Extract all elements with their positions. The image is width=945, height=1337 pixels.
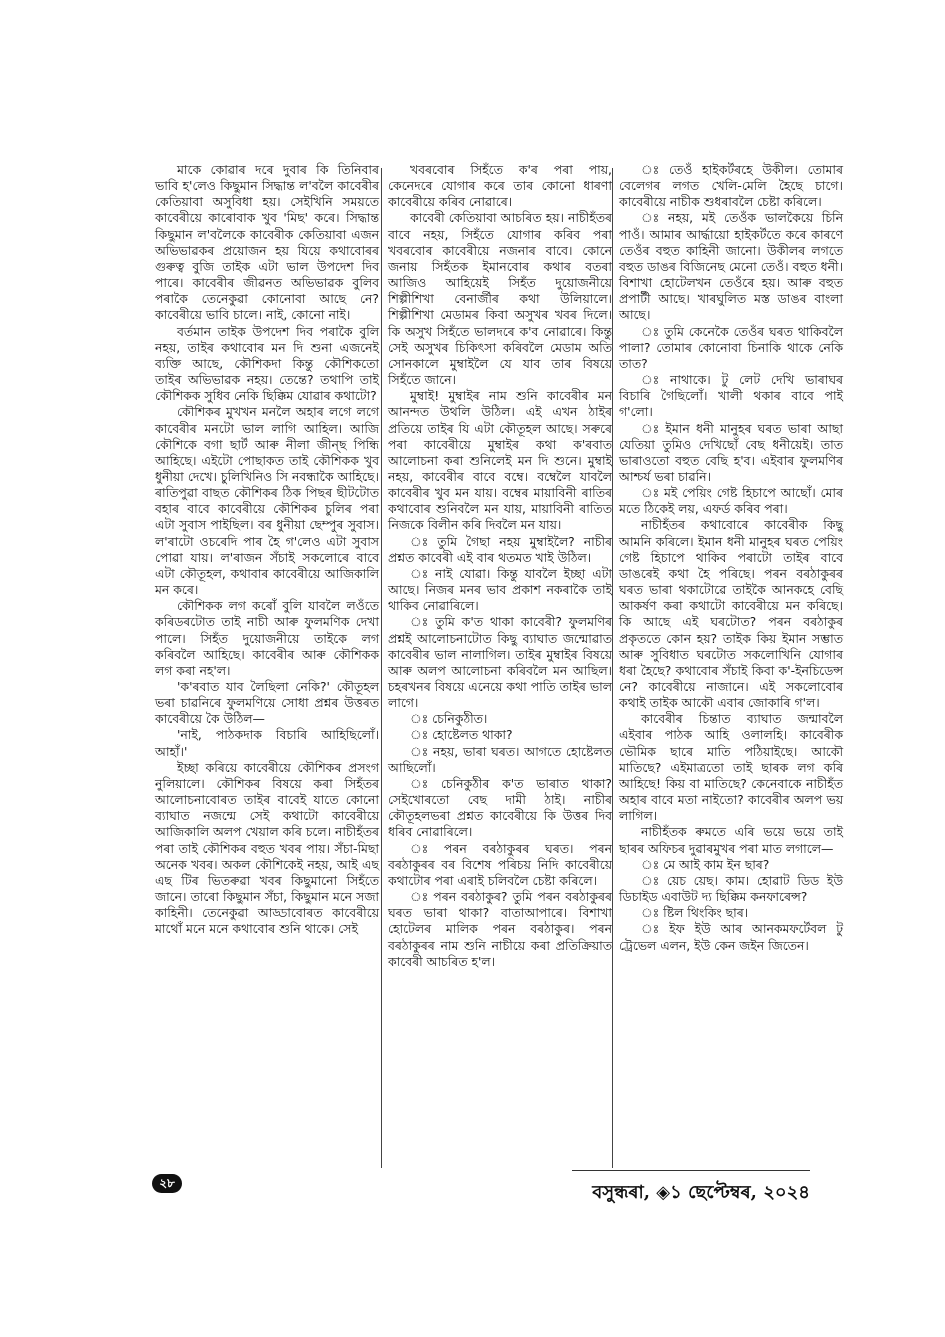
paragraph: ঃ নহয়, মই তেওঁক ভালকৈয়ে চিনি পাওঁ। আমাৰ আৰ্দ্ধায়ো হাইকৰ্টতে কৰে কাৰণে তেওঁৰ বহুত কাহিনী জানো। উকীলৰ লগতে বহুত ডাঙৰ বিজিনেছ মেনো তেওঁ। বহুত ধনী। বিশাখা হোটেলখন তেওঁৰে হয়। আৰু বহুত প্ৰপাৰ্টী আছে। খাৰঘুলিত মস্ত ডাঙৰ বাংলা আছে। xyxy=(619,210,843,323)
column-divider xyxy=(381,168,382,1168)
paragraph: ঃ চেনিকুঠীৰ ক'ত ভাৰাত থাকা? সেইখোৰতো বেছ দামী ঠাই। নাচীৰ কৌতূহলভৰা প্ৰশ্নত কাবেৰীয়ে কি উত্তৰ দিব ধৰিব নোৱাৰিলে। xyxy=(388,775,612,840)
paragraph: নাচীহঁতৰ কথাবোৰে কাবেৰীক কিছু আমনি কৰিলে। ইমান ধনী মানুহৰ ঘৰত পেয়িং গেষ্ট হিচাপে থাকিব পৰাটো তাইৰ বাবে ডাঙৰেই কথা হৈ পৰিছে। পৰন বৰঠাকুৰৰ ঘৰত ভাৰা থকাটোৱে তাইকৈ আনকহে বেছি আকৰ্ষণ কৰা কথাটো কাবেৰীয়ে মন কৰিছে। কি আছে এই ঘৰটোত? পৰন বৰঠাকুৰ প্ৰকৃততে কোন হয়? তাইক কিয় ইমান সম্ভাত আৰু সুবিধাত ঘৰটোত সকলোখিনি যোগাৰ ধৰা হৈছে? কথাবোৰ সঁচাই কিবা ক'-ইনচিডেন্স নে? কাবেৰীয়ে নাজানে। এই সকলোবোৰ কথাই তাইক আকৌ এবাৰ জোকাৰি গ'ল। xyxy=(619,517,843,711)
paragraph: কাবেৰীৰ চিন্তাত ব্যাঘাত জন্মাবলৈ এইবাৰ পাঠক আহি ওলালহি। কাবেৰীক ভৌমিক ছাৰে মাতি পঠিয়াইছে। আকৌ মাতিছে? এইমাত্ৰতো তাই ছাৰক লগ কৰি আহিছে! কিয় বা মাতিছে? কেনেবাকে নাচীহঁত অহাৰ বাবে মতা নাইতো? কাবেৰীৰ অলপ ভয় লাগিল। xyxy=(619,711,843,824)
paragraph: নাচীহঁতক ৰুমতে এৰি ভয়ে ভয়ে তাই ছাৰৰ অফিচৰ দুৱাৰমুখৰ পৰা মাত লগালে— xyxy=(619,824,843,856)
paragraph: কৌশিকৰ মুখখন মনলৈ অহাৰ লগে লগে কাবেৰীৰ মনটো ভাল লাগি আহিল। আজি কৌশিকে বগা ছাৰ্ট আৰু নীলা জীন্‌ছ পিন্ধি আহিছে। এইটো পোছাকত তাই কৌশিকক খুব ধুনীয়া দেখে। চুলিখিনিও সি নবন্ধাকৈ আহিছে। ৰাতিপুৱা বাছত কৌশিকৰ ঠিক পিছৰ ছীটটোত বহাৰ বাবে কাবেৰীয়ে কৌশিকৰ চুলিৰ পৰা এটা সুবাস পাইছিল। বৰ ধুনীয়া ছেম্পুৰ সুবাস। ল'ৰাটো ওচৰেদি পাৰ হৈ গ'লেও এটা সুবাস পোৱা যায়। ল'ৰাজন সঁচাই সকলোৰে বাবে এটা কৌতূহল, কথাবাৰ কাবেৰীয়ে আজিকালি মন কৰে। xyxy=(155,404,379,598)
paragraph: ঃ নাই যোৱা। কিন্তু যাবলৈ ইচ্ছা এটা আছে। নিজৰ মনৰ ভাব প্ৰকাশ নকৰাকৈ তাই থাকিব নোৱাৰিলে। xyxy=(388,565,612,614)
text-column-2 xyxy=(388,162,612,970)
text-column-1 xyxy=(155,162,379,938)
footer-rule xyxy=(572,1170,810,1171)
paragraph: ঃ ইমান ধনী মানুহৰ ঘৰত ভাৰা আছা যেতিয়া তুমিও দেখিছোঁ বেছ ধনীয়েই। তাত ভাৰাওতো বহুত বেছি হ'ব। এইবাৰ ফুলমণিৰ আশ্চৰ্য ভৰা চাৱনি। xyxy=(619,420,843,484)
paragraph: 'নাই, পাঠকদাক বিচাৰি আহিছিলোঁ। আহাঁ।' xyxy=(155,727,379,759)
paragraph: 'ক'ৰবাত যাব লৈছিলা নেকি?' কৌতূহল ভৰা চাৱনিৰে ফুলমণিয়ে সোধা প্ৰশ্নৰ উত্তৰত কাবেৰীয়ে কৈ উঠিল— xyxy=(155,679,379,727)
footer-masthead: বসুন্ধৰা, ◈১ ছেপ্টেম্বৰ, ২০২৪ xyxy=(592,1182,810,1203)
paragraph: মুম্বাই! মুম্বাইৰ নাম শুনি কাবেৰীৰ মন আনন্দত উথলি উঠিল। এই এখন ঠাইৰ প্ৰতিয়ে তাইৰ যি এটা কৌতূহল আছে। সৰুৰে পৰা কাবেৰীয়ে মুম্বাইৰ কথা ক'ৰবাত আলোচনা কৰা শুনিলেই মন দি শুনে। মুম্বাই নহয়, কাবেৰীৰ বাবে বম্বে। বম্বেলৈ যাবলৈ কাবেৰীৰ খুব মন যায়। বম্বেৰ মায়াবিনী ৰাতিৰ কথাবোৰ শুনিবলৈ মন যায়, মায়াবিনী ৰাতিত নিজকে বিলীন কৰি দিবলৈ মন যায়। xyxy=(388,388,612,533)
page-number: ২৮ xyxy=(152,1174,182,1193)
paragraph: ঃ পৰন বৰঠাকুৰ? তুমি পৰন বৰঠাকুৰৰ ঘৰত ভাৰা থাকা? বাতাআপাৰে। বিশাখা হোটেলৰ মালিক পৰন বৰঠাকুৰ। পৰন বৰঠাকুৰৰ নাম শুনি নাচীয়ে কৰা প্ৰতিক্ৰিয়াত কাবেৰী আচৰিত হ'ল। xyxy=(388,889,612,969)
paragraph: ঃ হোষ্টেলত থাকা? xyxy=(410,727,513,743)
paragraph: ঃ তুমি গৈছা নহয় মুম্বাইলৈ? নাচীৰ প্ৰশ্নত কাবেৰী এই বাৰ থতমত খাই উঠিল। xyxy=(388,533,612,565)
paragraph: ঃ নহয়, ভাৰা ঘৰত। আগতে হোষ্টেলত আছিলোঁ। xyxy=(388,743,612,775)
paragraph: ইচ্ছা কৰিয়ে কাবেৰীয়ে কৌশিকৰ প্ৰসংগ নুলিয়ালে। কৌশিকৰ বিষয়ে কৰা সিহঁতৰ আলোচনাবোৰত তাইৰ বাবেই যাতে কোনো ব্যাঘাত নজন্মে সেই কথাটো কাবেৰীয়ে আজিকালি অলপ খেয়াল কৰি চলে। নাচীহঁতৰ পৰা তাই কৌশিকৰ বহুত খবৰ পায়। সঁচা-মিছা অনেক খবৰ। অকল কৌশিকেই নহয়, আই এছ এছ টিৰ ভিতৰুৱা খবৰ কিছুমানো সিহঁতে জানে। তাৰো কিছুমান সঁচা, কিছুমান মনে সজা কাহিনী। তেনেকুৱা আড্ডাবোৰত কাবেৰীয়ে মাথোঁ মনে মনে কথাবোৰ শুনি থাকে। সেই xyxy=(155,759,380,937)
paragraph: ঃ চেনিকুঠীত। xyxy=(410,711,488,727)
paragraph: ঃ পৰন বৰঠাকুৰৰ ঘৰত। পৰন বৰঠাকুৰৰ বৰ বিশেষ পৰিচয় নিদি কাবেৰীয়ে কথাটোৰ পৰা এৰাই চলিবলৈ চেষ্টা কৰিলে। xyxy=(388,840,612,888)
paragraph: ঃ য়েচ য়েছ। কাম। হোৱাট ডিড ইউ ডিচাইড এবাউট দ্য ছিক্কিম কনফাৰেন্স? xyxy=(619,872,843,905)
column-divider xyxy=(612,168,613,1168)
paragraph: ঃ তুমি ক'ত থাকা কাবেৰী? ফুলমণিৰ প্ৰশ্নই আলোচনাটোত কিছু ব্যাঘাত জন্মোৱাত কাবেৰীৰ ভাল নালাগিল। তাইৰ মুম্বাইৰ বিষয়ে আৰু অলপ আলোচনা কৰিবলৈ মন আছিল। চহৰখনৰ বিষয়ে এনেয়ে কথা পাতি তাইৰ ভাল লাগে। xyxy=(388,614,612,711)
paragraph: ঃ ষ্টিল থিংকিং ছাৰ। xyxy=(641,905,749,921)
paragraph: ঃ তেওঁ হাইকৰ্টৰহে উকীল। তোমাৰ বেলেগৰ লগত খেলি-মেলি হৈছে চাগে। কাবেৰীয়ে নাচীক শুধৰাবলৈ চেষ্টা কৰিলে। xyxy=(619,162,843,210)
paragraph: খবৰবোৰ সিহঁতে ক'ৰ পৰা পায়, কেনেদৰে যোগাৰ কৰে তাৰ কোনো ধাৰণা কাবেৰীয়ে কৰিব নোৱাৰে। xyxy=(388,162,612,210)
paragraph: ঃ তুমি কেনেকৈ তেওঁৰ ঘৰত থাকিবলৈ পালা? তোমাৰ কোনোবা চিনাকি থাকে নেকি তাত? xyxy=(619,323,843,371)
paragraph: কৌশিকক লগ কৰোঁ বুলি যাবলৈ লওঁতে কৰিডৰটোত তাই নাচী আৰু ফুলমণিক দেখা পালে। সিহঁত দুয়োজনীয়ে তাইকে লগ কৰিবলৈ আহিছে। কাবেৰীৰ আৰু কৌশিকক লগ কৰা নহ'ল। xyxy=(155,598,379,678)
paragraph: মাকে কোৱাৰ দৰে দুবাৰ কি তিনিবাৰ ভাবি হ'লেও কিছুমান সিদ্ধান্ত ল'বলৈ কাবেৰীৰ কেতিয়াবা অসুবিধা হয়। সেইখিনি সময়তে কাবেৰীয়ে কাৰোবাক খুব 'মিছ' কৰে। সিদ্ধান্ত কিছুমান ল'বলৈকে কাবেৰীক কেতিয়াবা এজন অভিভাৱকৰ প্ৰয়োজন হয় যিয়ে কথাবোৰৰ গুৰুত্ব বুজি তাইক এটা ভাল উপদেশ দিব পাৰে। কাবেৰীৰ জীৱনত অভিভাৱক বুলিব পৰাকৈ তেনেকুৱা কোনোবা আছে নে? কাবেৰীয়ে ভাবি চালে। নাই, কোনো নাই। xyxy=(155,162,379,323)
paragraph: ঃ ইফ ইউ আৰ আনকমফৰ্টেবল টু ট্ৰেভেল এলন, ইউ কেন জইন জিতেন। xyxy=(619,921,843,953)
paragraph: কাবেৰী কেতিয়াবা আচৰিত হয়। নাচীহঁতৰ বাবে নহয়, সিহঁতে যোগাৰ কৰিব পৰা খবৰবোৰ কাবেৰীয়ে নজনাৰ বাবে। কোনে জনায় সিহঁতক ইমানবোৰ কথাৰ বতৰা আজিও আহিয়েই সিহঁত দুয়োজনীয়ে শিল্পীশিখা বেনাৰ্জীৰ কথা উলিয়ালে। শিল্পীশিখা মেডামৰ কিবা অসুখৰ খবৰ দিলে। কি অসুখ সিহঁতে ভালদৰে ক'ব নোৱাৰে। কিন্তু সেই অসুখৰ চিকিৎসা কৰিবলৈ মেডাম অতি সোনকালে মুম্বাইলৈ যে যাব তাৰ বিষয়ে সিহঁতে জানে। xyxy=(388,210,612,388)
paragraph: ঃ মই পেয়িং গেষ্ট হিচাপে আছোঁ। মোৰ মতে ঠিকেই লয়, এফৰ্ড কৰিব পৰা। xyxy=(619,485,843,517)
paragraph: ঃ মে আই কাম ইন ছাৰ? xyxy=(641,856,770,872)
text-column-3 xyxy=(619,162,843,954)
paragraph: ঃ নাথাকে। টু লেট দেখি ভাৰাঘৰ বিচাৰি গৈছিলোঁ। খালী থকাৰ বাবে পাই গ'লো। xyxy=(619,372,843,420)
paragraph: বৰ্তমান তাইক উপদেশ দিব পৰাকৈ বুলি নহয়, তাইৰ কথাবোৰ মন দি শুনা এজনেই ব্যক্তি আছে, কৌশিকদা কিন্তু কৌশিকতো তাইৰ অভিভাৱক নহয়। তেন্তে? তথাপি তাই কৌশিকক সুধিব নেকি ছিক্কিম যোৱাৰ কথাটো? xyxy=(155,323,379,404)
